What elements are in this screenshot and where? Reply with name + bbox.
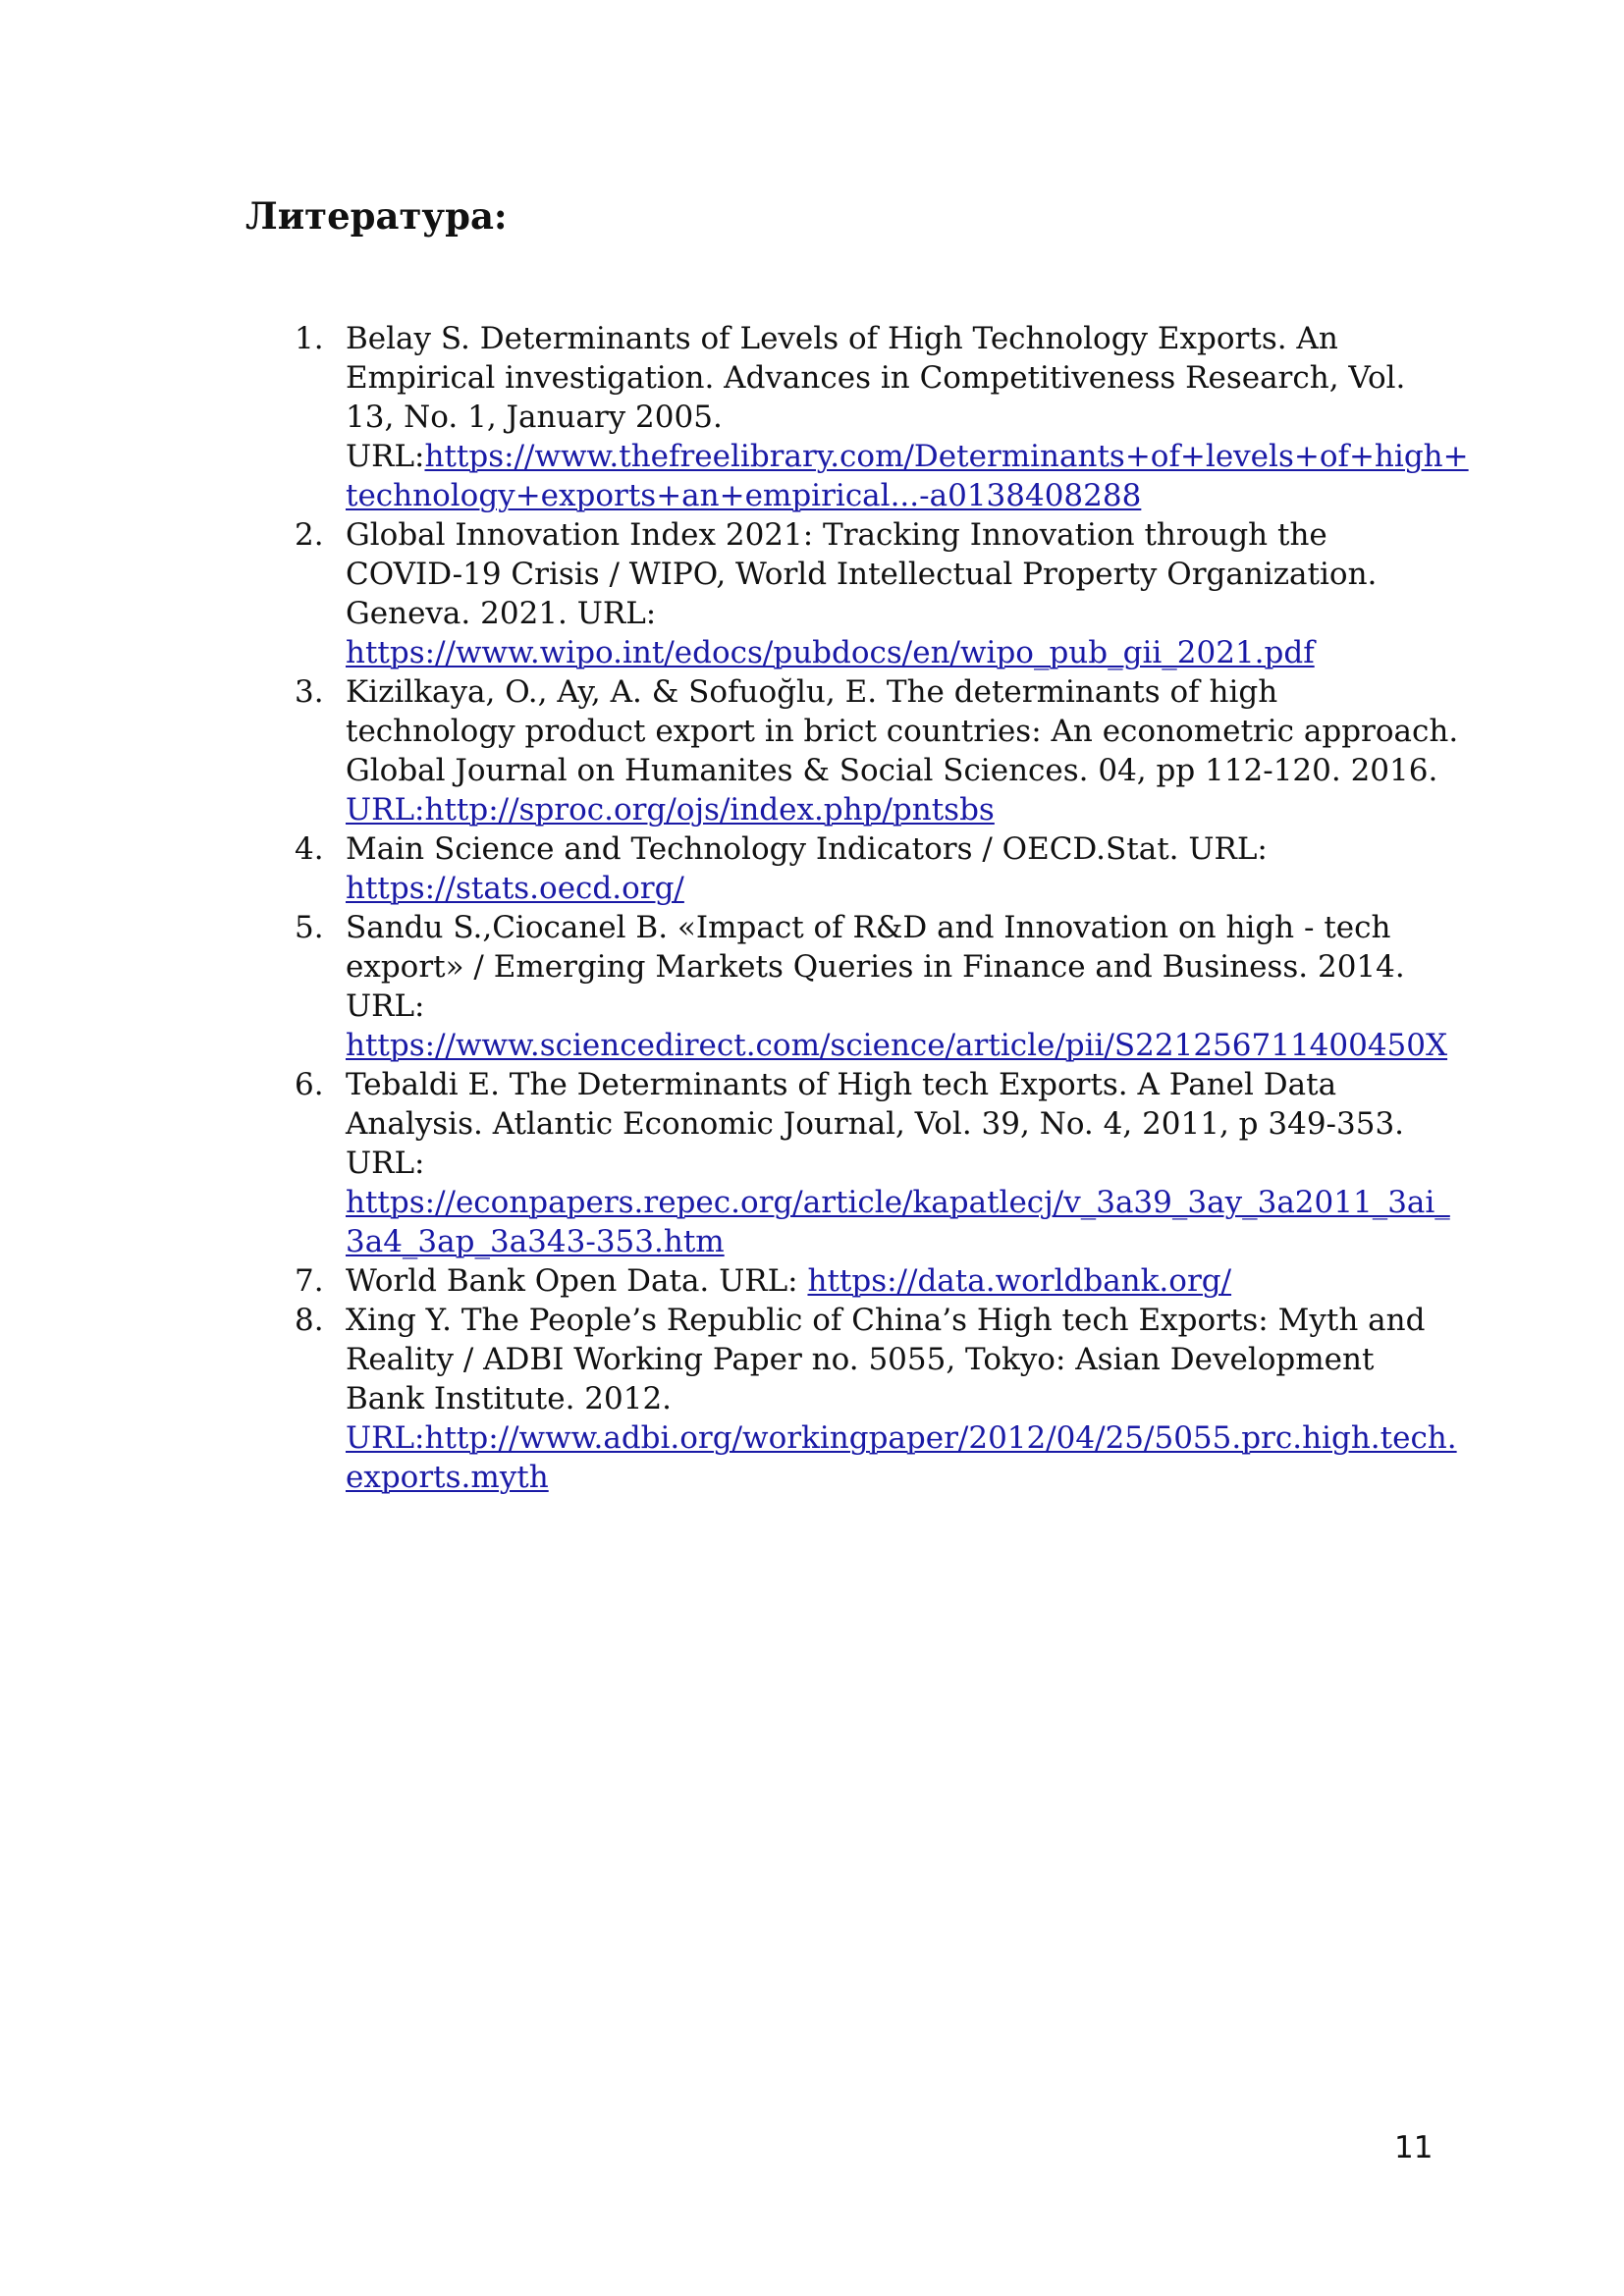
reference-number: 7. bbox=[295, 1263, 324, 1299]
reference-number: 6. bbox=[295, 1067, 324, 1102]
reference-item bbox=[295, 1065, 1453, 1261]
reference-line bbox=[346, 1065, 1453, 1104]
reference-line bbox=[346, 1026, 1453, 1065]
reference-link[interactable]: https://www.sciencedirect.com/science/article/pii/S221256711400450X bbox=[346, 1028, 1448, 1063]
reference-link[interactable]: 3a4_3ap_3a343-353.htm bbox=[346, 1224, 725, 1259]
reference-link[interactable]: https://stats.oecd.org/ bbox=[346, 871, 684, 906]
reference-link[interactable]: https://data.worldbank.org/ bbox=[807, 1263, 1232, 1299]
reference-line bbox=[346, 319, 1453, 358]
reference-item bbox=[295, 1261, 1453, 1301]
reference-line bbox=[346, 594, 1453, 633]
reference-number: 1. bbox=[295, 321, 324, 356]
reference-line bbox=[346, 1222, 1453, 1261]
page-number: 11 bbox=[1394, 2130, 1434, 2165]
reference-line bbox=[346, 1104, 1453, 1144]
reference-line bbox=[346, 398, 1453, 437]
reference-line bbox=[346, 869, 1453, 908]
reference-text: Tebaldi E. The Determinants of High tech Exports. A Panel Data bbox=[346, 1067, 1337, 1102]
reference-number: 5. bbox=[295, 910, 324, 945]
reference-text: World Bank Open Data. URL: bbox=[346, 1263, 808, 1299]
reference-line bbox=[346, 790, 1453, 829]
reference-text: Global Innovation Index 2021: Tracking Innovation through the bbox=[346, 517, 1327, 553]
reference-line bbox=[346, 1261, 1453, 1301]
reference-text: Kizilkaya, O., Ay, A. & Sofuoğlu, E. The determinants of high bbox=[346, 674, 1278, 710]
reference-link[interactable]: technology+exports+an+empirical...-a0138408288 bbox=[346, 478, 1142, 513]
reference-text: URL: bbox=[346, 988, 425, 1024]
reference-line bbox=[346, 1458, 1453, 1497]
reference-link[interactable]: exports.myth bbox=[346, 1460, 549, 1495]
reference-line bbox=[346, 1340, 1453, 1379]
reference-text: COVID-19 Crisis / WIPO, World Intellectual Property Organization. bbox=[346, 557, 1378, 592]
reference-line bbox=[346, 1379, 1453, 1418]
reference-link[interactable]: https://econpapers.repec.org/article/kapatlecj/v_3a39_3ay_3a2011_3ai_ bbox=[346, 1185, 1450, 1220]
reference-item bbox=[295, 515, 1453, 672]
reference-number: 8. bbox=[295, 1303, 324, 1338]
reference-number: 4. bbox=[295, 831, 324, 867]
reference-text: Geneva. 2021. URL: bbox=[346, 596, 657, 631]
reference-line bbox=[346, 633, 1453, 672]
reference-item bbox=[295, 1301, 1457, 1497]
reference-list bbox=[295, 319, 1469, 1497]
reference-text: Main Science and Technology Indicators / OECD.Stat. URL: bbox=[346, 831, 1268, 867]
reference-line bbox=[346, 1418, 1457, 1458]
reference-line bbox=[346, 358, 1453, 398]
reference-line bbox=[346, 1301, 1453, 1340]
reference-line bbox=[346, 712, 1459, 751]
reference-number: 2. bbox=[295, 517, 324, 553]
reference-line bbox=[346, 987, 1453, 1026]
reference-line bbox=[346, 1144, 1453, 1183]
reference-line bbox=[346, 476, 1453, 515]
reference-line bbox=[346, 515, 1453, 555]
reference-item bbox=[295, 829, 1453, 908]
reference-link[interactable]: URL:http://www.adbi.org/workingpaper/2012/04/25/5055.prc.high.tech. bbox=[346, 1420, 1457, 1456]
reference-line bbox=[346, 672, 1453, 712]
reference-link[interactable]: URL:http://sproc.org/ojs/index.php/pntsbs bbox=[346, 792, 995, 828]
reference-text: Sandu S.,Ciocanel B. «Impact of R&D and Innovation on high - tech bbox=[346, 910, 1391, 945]
reference-line bbox=[346, 437, 1469, 476]
reference-line bbox=[346, 555, 1453, 594]
reference-text: technology product export in brict countries: An econometric approach. bbox=[346, 714, 1459, 749]
reference-text: Bank Institute. 2012. bbox=[346, 1381, 673, 1416]
reference-text: Analysis. Atlantic Economic Journal, Vol. 39, No. 4, 2011, p 349-353. bbox=[346, 1106, 1405, 1142]
reference-text: 13, No. 1, January 2005. bbox=[346, 400, 723, 435]
page-heading: Литература: bbox=[245, 194, 508, 238]
reference-line bbox=[346, 1183, 1453, 1222]
reference-line bbox=[346, 947, 1453, 987]
reference-item bbox=[295, 319, 1469, 515]
reference-text: Reality / ADBI Working Paper no. 5055, Tokyo: Asian Development bbox=[346, 1342, 1375, 1377]
reference-link[interactable]: https://www.thefreelibrary.com/Determinants+of+levels+of+high+ bbox=[424, 439, 1469, 474]
reference-text: export» / Emerging Markets Queries in Finance and Business. 2014. bbox=[346, 949, 1405, 985]
reference-text: URL: bbox=[346, 439, 425, 474]
reference-line bbox=[346, 829, 1453, 869]
reference-line bbox=[346, 751, 1453, 790]
reference-item bbox=[295, 908, 1453, 1065]
reference-text: Xing Y. The People’s Republic of China’s High tech Exports: Myth and bbox=[346, 1303, 1426, 1338]
reference-item bbox=[295, 672, 1459, 829]
reference-line bbox=[346, 908, 1453, 947]
reference-text: Global Journal on Humanites & Social Sciences. 04, pp 112-120. 2016. bbox=[346, 753, 1438, 788]
reference-text: URL: bbox=[346, 1146, 425, 1181]
reference-text: Empirical investigation. Advances in Competitiveness Research, Vol. bbox=[346, 360, 1406, 396]
reference-link[interactable]: https://www.wipo.int/edocs/pubdocs/en/wipo_pub_gii_2021.pdf bbox=[346, 635, 1315, 670]
reference-number: 3. bbox=[295, 674, 324, 710]
reference-text: Belay S. Determinants of Levels of High Technology Exports. An bbox=[346, 321, 1338, 356]
